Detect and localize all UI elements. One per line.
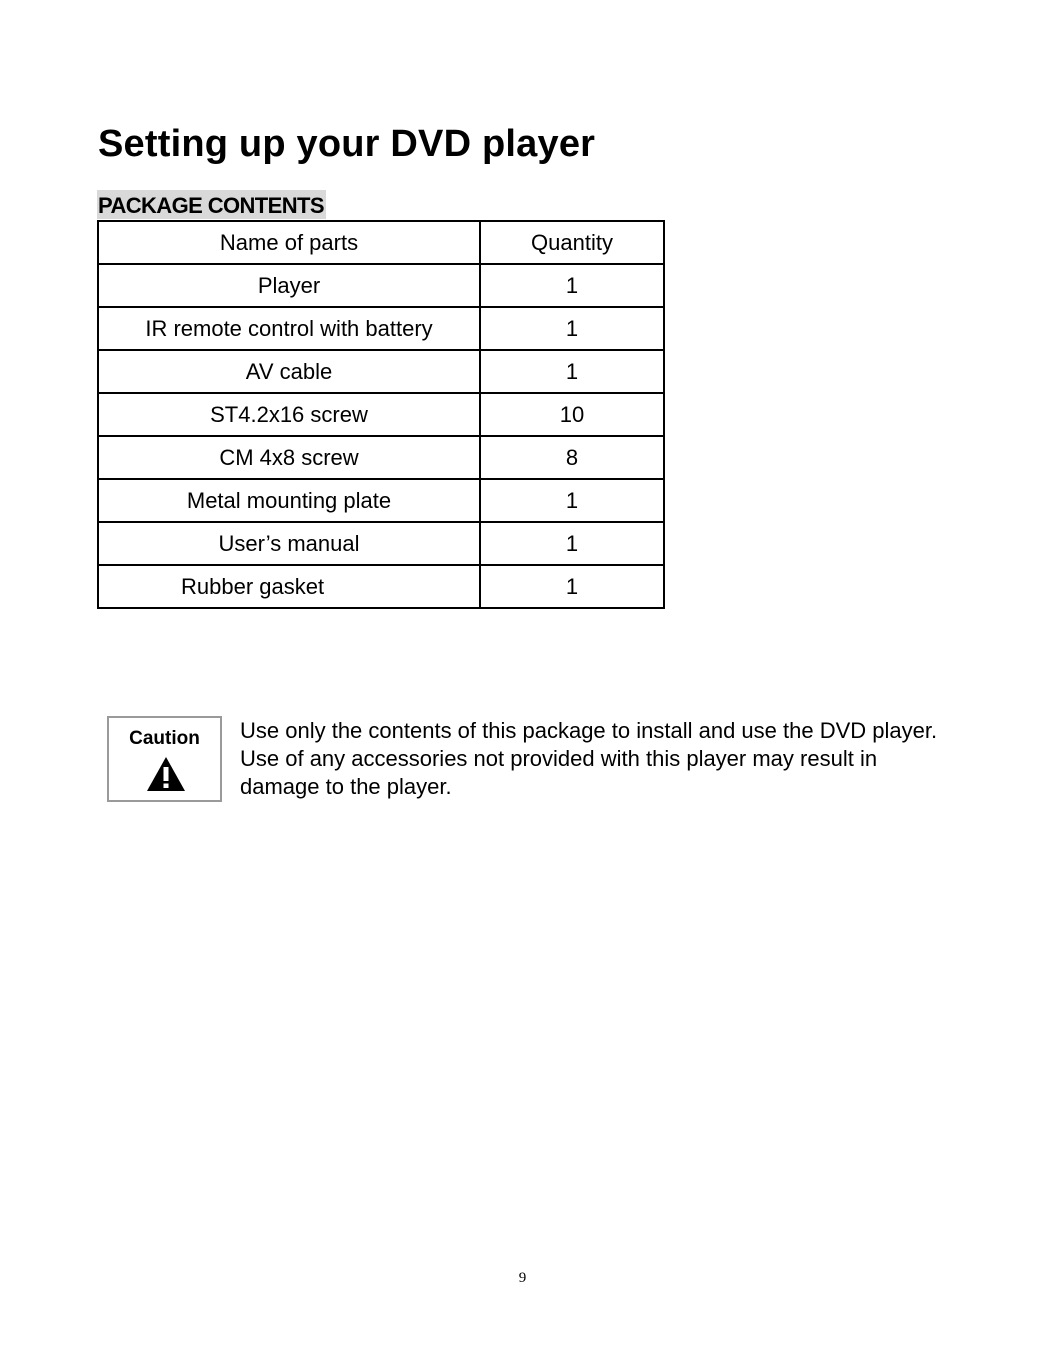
table-row (98, 436, 664, 479)
page-number: 9 (518, 1270, 527, 1286)
warning-icon (146, 756, 186, 792)
table-row (98, 307, 664, 350)
part-name: CM 4x8 screw (98, 436, 480, 479)
part-name: Metal mounting plate (98, 479, 480, 522)
caution-text: Use only the contents of this package to install and use the DVD player. Use of any accessories not provided with this player may result in damage to the player. (240, 718, 938, 799)
column-header-quantity: Quantity (480, 221, 664, 264)
part-name: AV cable (98, 350, 480, 393)
table-row (98, 264, 664, 307)
part-quantity: 8 (480, 436, 664, 479)
part-name: ST4.2x16 screw (98, 393, 480, 436)
part-name: User’s manual (98, 522, 480, 565)
part-quantity: 1 (480, 307, 664, 350)
caution-label: Caution (129, 728, 200, 749)
table-row (98, 350, 664, 393)
column-header-name: Name of parts (98, 221, 480, 264)
table-header-row (98, 221, 664, 264)
part-quantity: 1 (480, 522, 664, 565)
part-quantity: 1 (480, 479, 664, 522)
table-row (98, 479, 664, 522)
package-contents-table (97, 220, 665, 609)
caution-box (107, 716, 222, 802)
part-quantity: 1 (480, 264, 664, 307)
part-name: Player (98, 264, 480, 307)
table-row (98, 393, 664, 436)
part-name: IR remote control with battery (98, 307, 480, 350)
part-quantity: 1 (480, 350, 664, 393)
table-row (98, 522, 664, 565)
part-name: Rubber gasket (98, 565, 480, 608)
page-title: Setting up your DVD player (98, 123, 596, 165)
part-quantity: 1 (480, 565, 664, 608)
table-row (98, 565, 664, 608)
package-contents-heading: PACKAGE CONTENTS (97, 190, 326, 219)
part-quantity: 10 (480, 393, 664, 436)
